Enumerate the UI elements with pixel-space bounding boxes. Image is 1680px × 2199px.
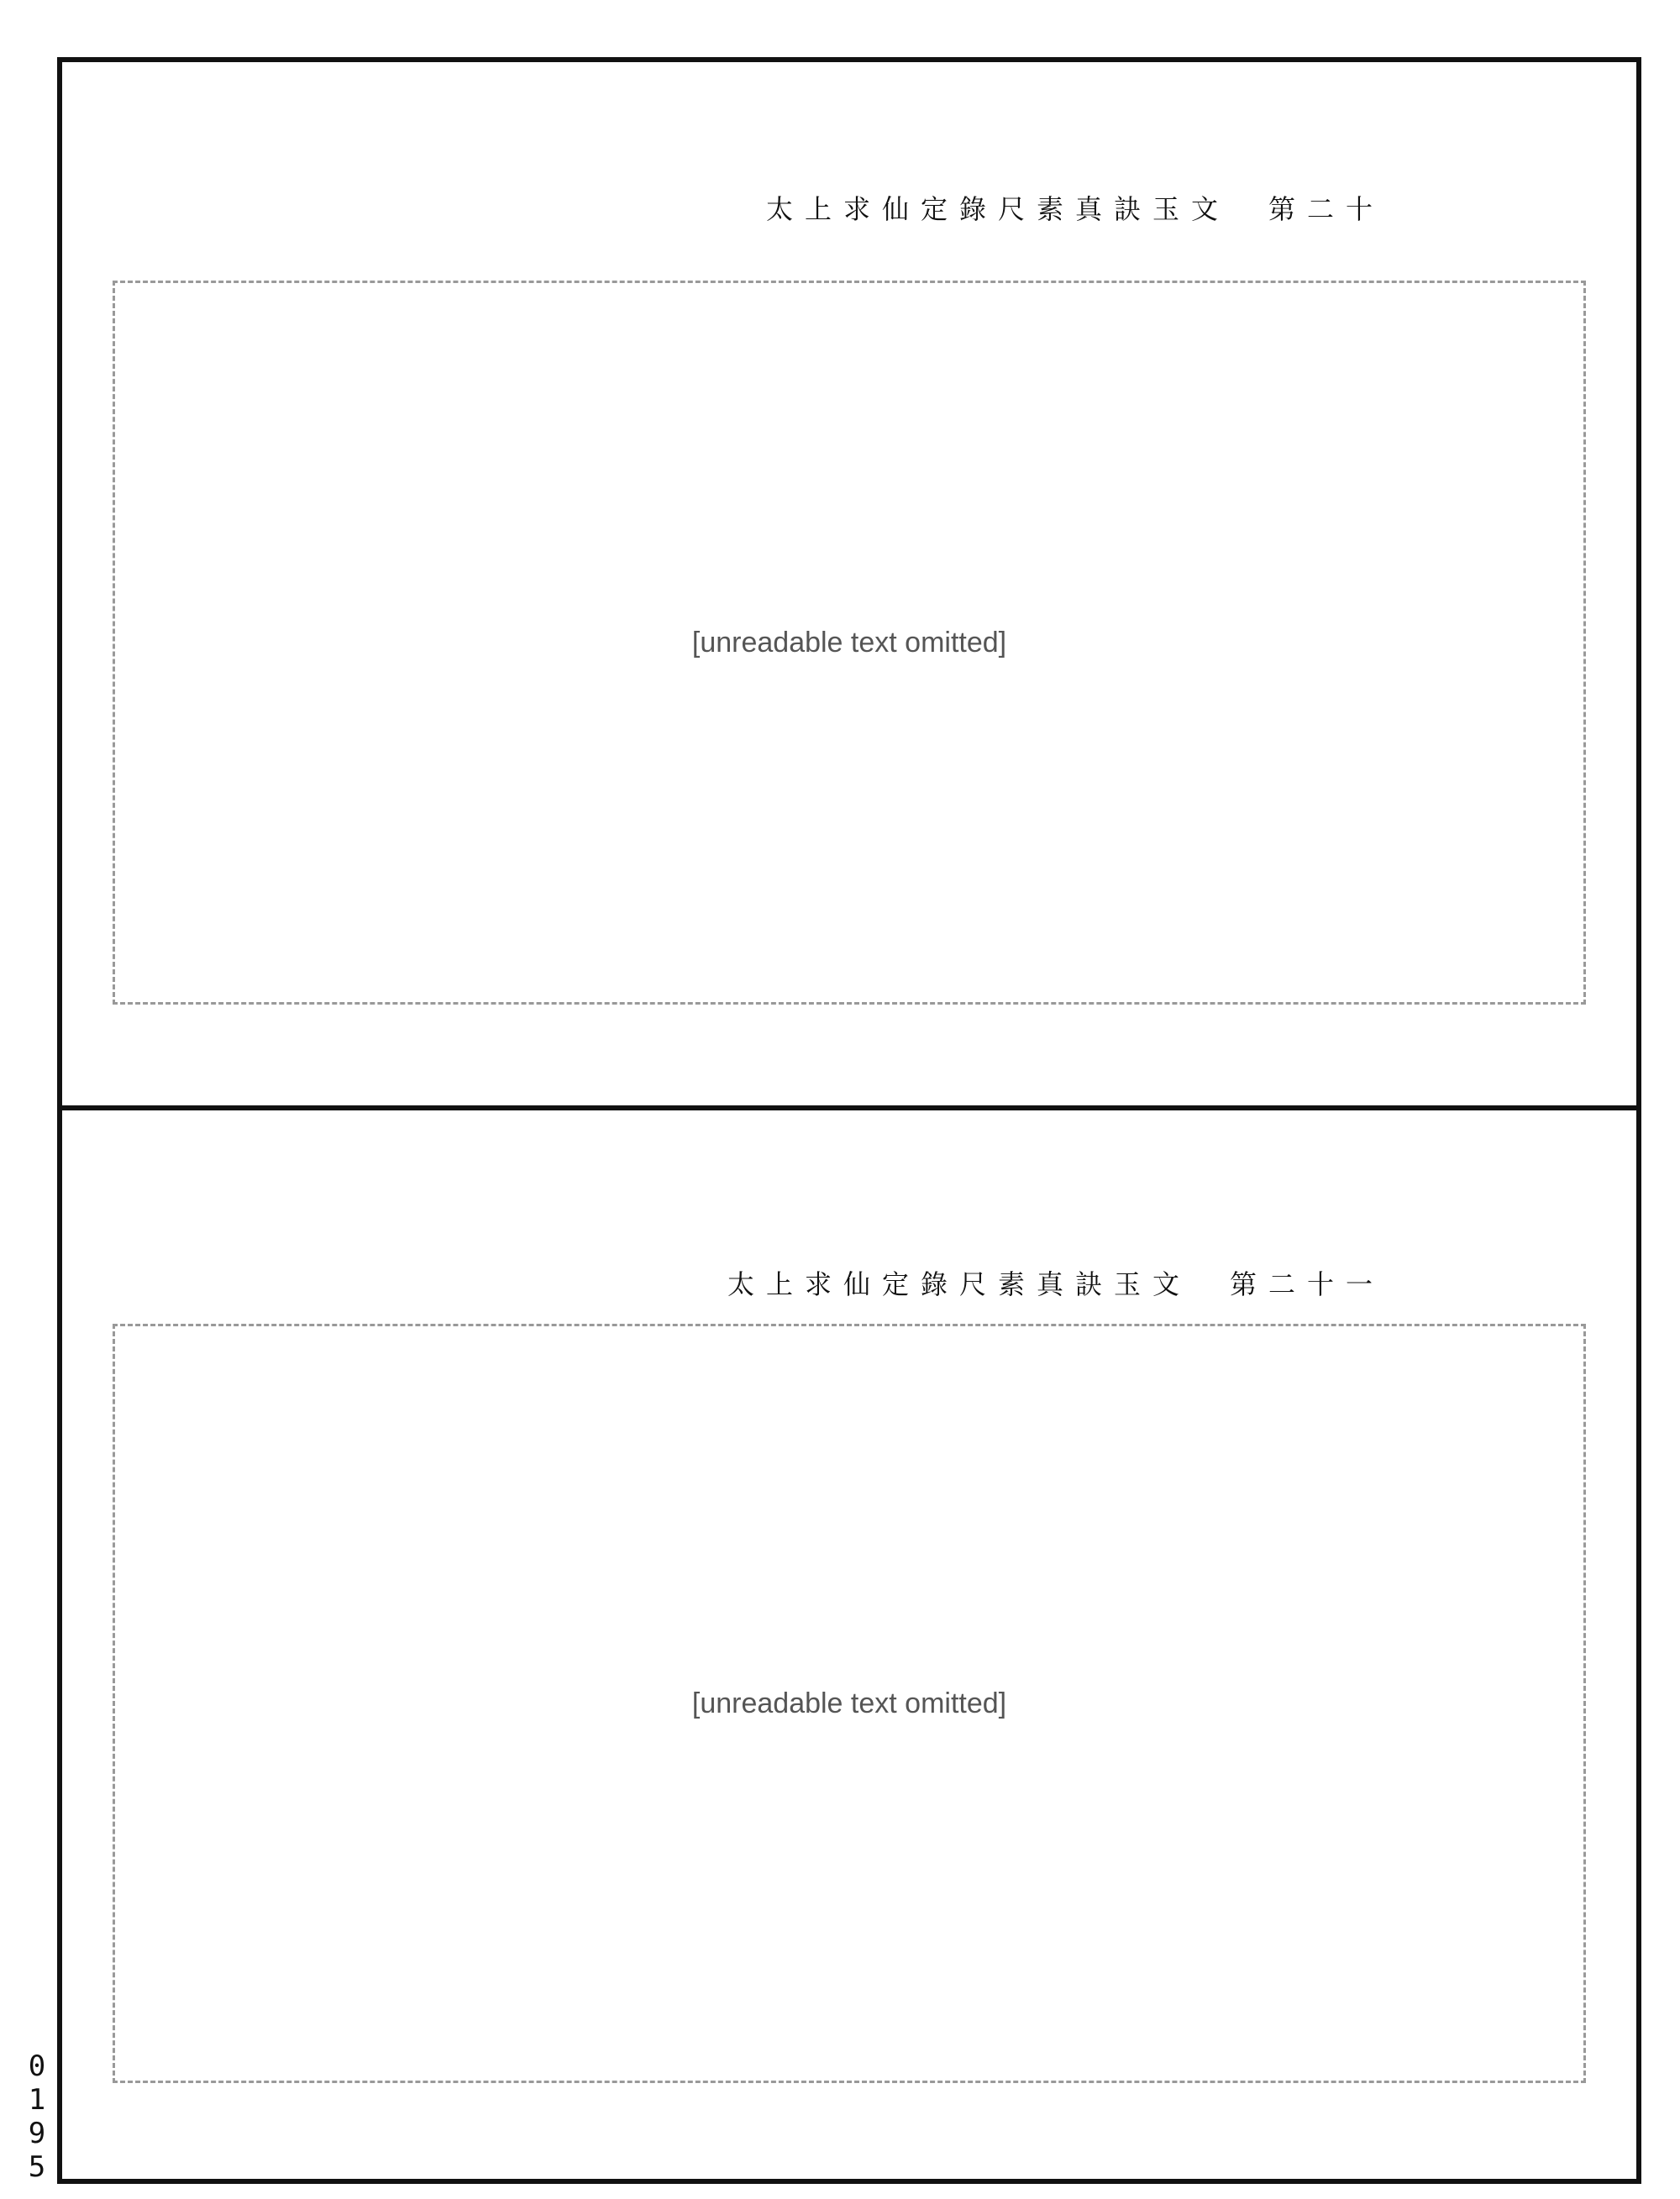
top-body-placeholder: [unreadable text omitted] xyxy=(113,281,1586,1005)
page-number: 0195 xyxy=(28,2049,46,2184)
bottom-body-placeholder: [unreadable text omitted] xyxy=(113,1324,1586,2083)
page-frame xyxy=(57,57,1641,2184)
bottom-header: 太上求仙定錄尺素真訣玉文 第二十一 xyxy=(727,1268,1384,1300)
top-header: 太上求仙定錄尺素真訣玉文 第二十 xyxy=(765,193,1384,225)
top-page xyxy=(62,62,1636,1105)
bottom-page xyxy=(62,1105,1636,2184)
